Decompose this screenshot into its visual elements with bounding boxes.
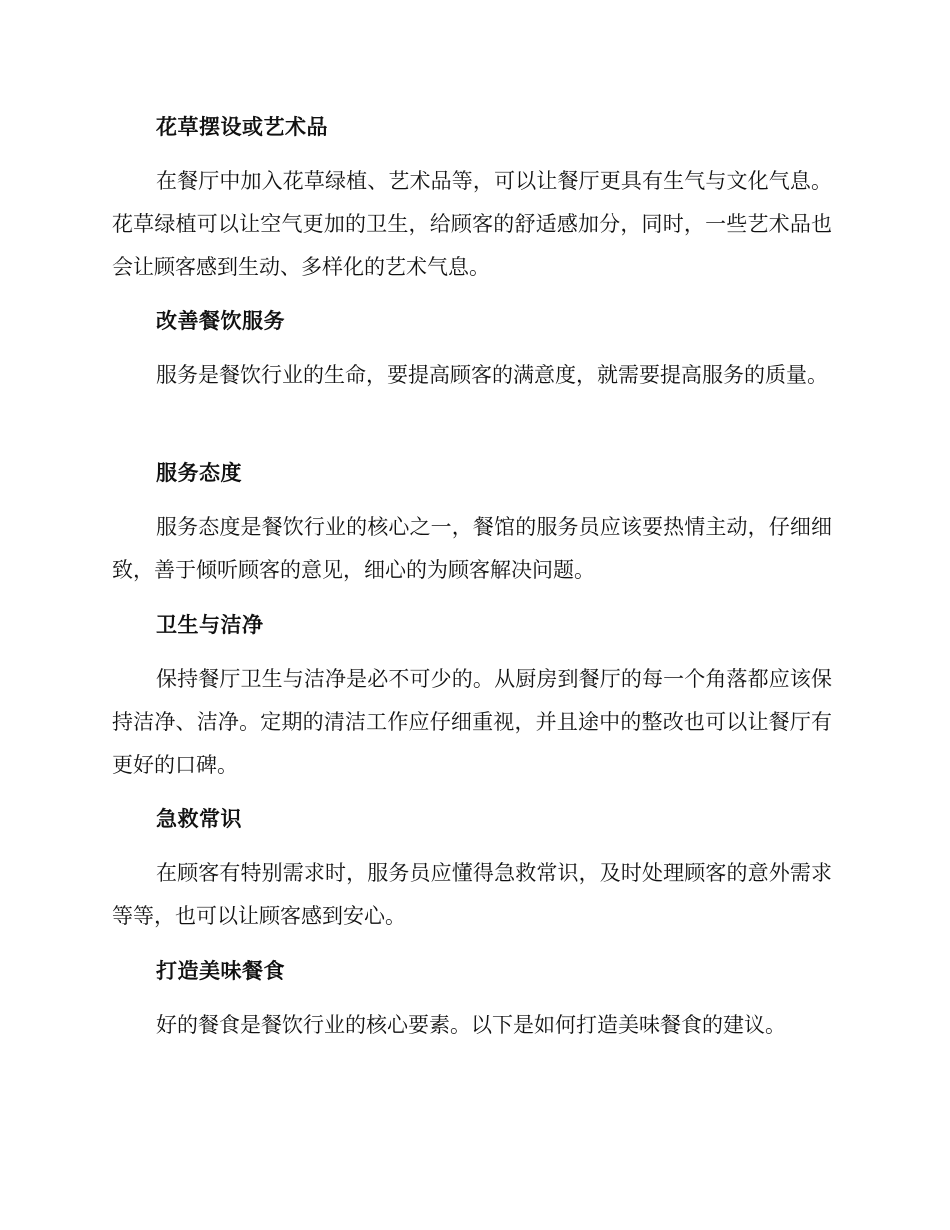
section-paragraph: 在餐厅中加入花草绿植、艺术品等，可以让餐厅更具有生气与文化气息。花草绿植可以让空气更加的卫生，给顾客的舒适感加分，同时，一些艺术品也会让顾客感到生动、多样化的艺术气息。 [112, 169, 832, 279]
section-paragraph: 服务是餐饮行业的生命，要提高顾客的满意度，就需要提高服务的质量。 [156, 363, 828, 387]
section-paragraph: 服务态度是餐饮行业的核心之一，餐馆的服务员应该要热情主动，仔细细致，善于倾听顾客的意见，细心的为顾客解决问题。 [112, 515, 832, 582]
section-heading: 服务态度 [156, 461, 242, 485]
section-heading: 改善餐饮服务 [156, 309, 285, 333]
section-paragraph: 在顾客有特别需求时，服务员应懂得急救常识，及时处理顾客的意外需求等等，也可以让顾客感到安心。 [112, 861, 832, 928]
section-paragraph: 好的餐食是餐饮行业的核心要素。以下是如何打造美味餐食的建议。 [156, 1013, 786, 1037]
section-heading: 打造美味餐食 [156, 959, 285, 983]
section-heading: 卫生与洁净 [156, 613, 264, 637]
section-heading: 花草摆设或艺术品 [156, 115, 328, 139]
section-heading: 急救常识 [156, 807, 242, 831]
section-paragraph: 保持餐厅卫生与洁净是必不可少的。从厨房到餐厅的每一个角落都应该保持洁净、洁净。定期的清洁工作应仔细重视，并且途中的整改也可以让餐厅有更好的口碑。 [112, 667, 832, 777]
